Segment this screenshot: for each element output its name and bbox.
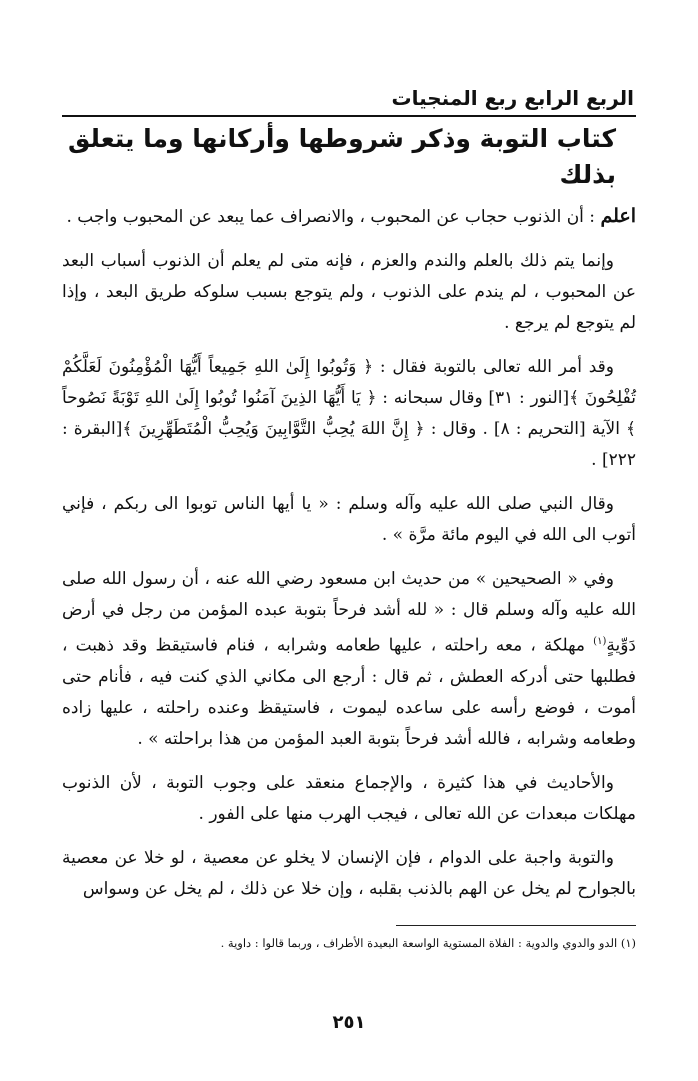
paragraph-3-quran-verses: وقد أمر الله تعالى بالتوبة فقال : ﴿ وَتُوبُوا إِلَىٰ اللهِ جَمِيعاً أَيُّهَا الْمُؤْمِنُونَ لَعَلَّكُمْ تُفْلِحُونَ ﴾[النور : ٣١] وقال سبحانه : ﴿ يَا أَيُّهَا الذِينَ آمَنُوا تُوبُوا إِلَىٰ اللهِ تَوْبَةً نَصُوحاً ﴾ الآية [التحريم : ٨] . وقال : ﴿ إِنَّ اللهَ يُحِبُّ التَّوَّابِينَ وَيُحِبُّ الْمُتَطَهِّرِينَ ﴾[البقرة : ٢٢٢] . xyxy=(62,357,636,470)
paragraph-7: والتوبة واجبة على الدوام ، فإن الإنسان لا يخلو عن معصية ، لو خلا عن معصية بالجوارح لم يخل عن الهم بالذنب بقلبه ، وإن خلا عن ذلك ، لم يخل عن وسواس xyxy=(62,847,636,899)
paragraph-2: وإنما يتم ذلك بالعلم والندم والعزم ، فإنه متى لم يعلم أن الذنوب أسباب البعد عن المحبوب ، لم يندم على الذنوب ، ولم يتوجع بسبب سلوكه طريق البعد ، وإذا لم يتوجع لم يرجع . xyxy=(62,251,636,333)
lead-word: اعلم xyxy=(600,205,636,227)
footnote-rule xyxy=(396,925,636,926)
body-text xyxy=(62,201,636,905)
footnote-text: الدو والدوي والدوية : الفلاة المستوية الواسعة البعيدة الأطراف ، وربما قالوا : داوية . xyxy=(220,935,618,950)
paragraph-5-text-continued: مهلكة ، معه راحلته ، عليها طعامه وشرابه ، فنام فاستيقظ وقد ذهبت ، فطلبها حتى أدركه العطش ، ثم قال : أرجع الى مكاني الذي كنت فيه ، فأنام حتى أموت ، فوضع رأسه على ساعده ليموت ، فاستيقظ وعنده راحلته ، عليها زاده وطعامه وشرابه ، فالله أشد فرحاً بتوبة العبد المؤمن من هذا براحلته » . xyxy=(62,635,636,749)
header-rule xyxy=(62,115,636,117)
footnote xyxy=(62,934,636,952)
page-number: ٢٥١ xyxy=(332,1012,366,1033)
paragraph-6: والأحاديث في هذا كثيرة ، والإجماع منعقد على وجوب التوبة ، لأن الذنوب مهلكات مبعدات عن الله تعالى ، فيجب الهرب منها على الفور . xyxy=(62,772,636,824)
footnote-reference: (١) xyxy=(593,636,607,647)
paragraph-5-text: وفي « الصحيحين » من حديث ابن مسعود رضي الله عنه ، أن رسول الله صلى الله عليه وآله وسلم قال : « لله أشد فرحاً بتوبة عبده المؤمن من رجل في أرض دَوِّيةٍ xyxy=(62,569,636,656)
paragraph-5-hadith xyxy=(62,564,636,755)
footnote-marker: (١) xyxy=(620,935,636,950)
paragraph-1-text: : أن الذنوب حجاب عن المحبوب ، والانصراف عما يبعد عن المحبوب واجب . xyxy=(66,207,596,227)
paragraph-4-hadith: وقال النبي صلى الله عليه وآله وسلم : « يا أيها الناس توبوا الى ربكم ، فإني أتوب الى الله في اليوم مائة مرَّة » . xyxy=(62,494,636,545)
paragraph-1 xyxy=(62,201,636,233)
running-head: الربع الرابع ربع المنجيات xyxy=(391,86,634,110)
chapter-title: كتاب التوبة وذكر شروطها وأركانها وما يتعلق بذلك xyxy=(68,124,616,189)
